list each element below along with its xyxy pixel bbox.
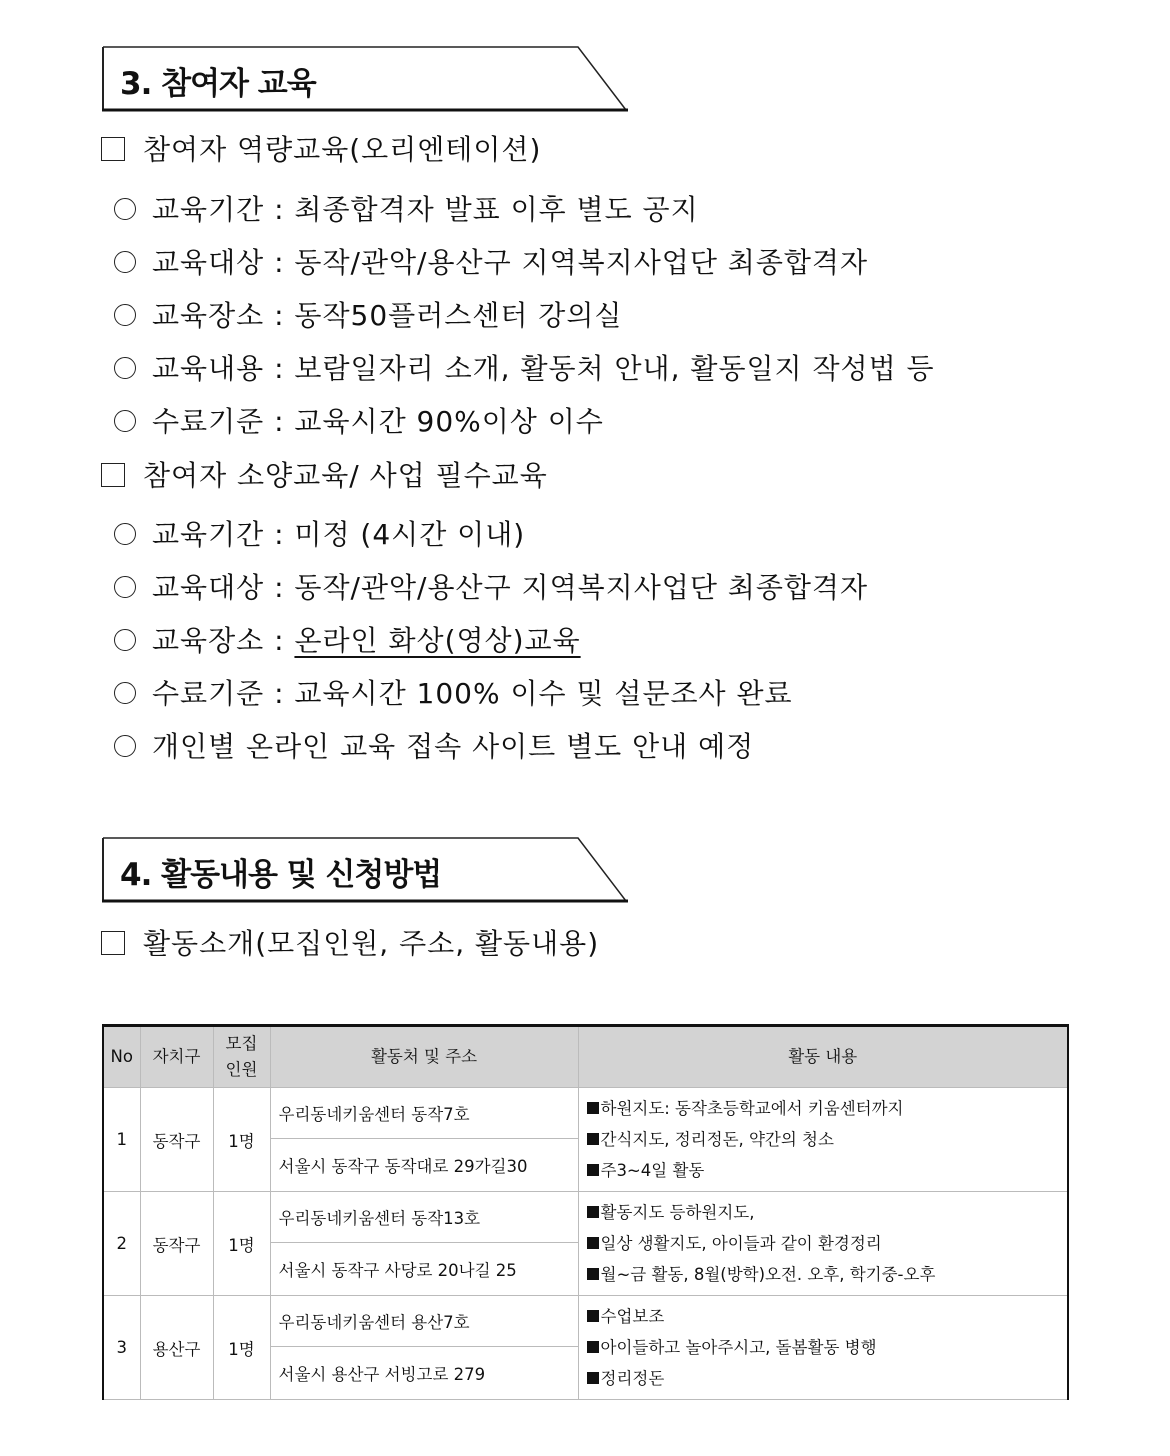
activity-table: [102, 1024, 1069, 1400]
cell-no: 2: [103, 1192, 140, 1296]
cell-district: 동작구: [140, 1088, 213, 1192]
section-title: 4. 활동내용 및 신청방법: [120, 857, 442, 893]
cell-no: 1: [103, 1088, 140, 1192]
item-text: 교육기간 : 최종합격자 발표 이후 별도 공지: [152, 193, 699, 226]
square-bullet-icon: [587, 1164, 599, 1176]
cell-place: 우리동네키움센터 용산7호: [270, 1296, 578, 1347]
item-text: 수료기준 : 교육시간 100% 이수 및 설문조사 완료: [152, 677, 793, 710]
content-text: 활동지도 등하원지도,: [600, 1203, 755, 1222]
circle-bullet-icon: [114, 735, 136, 757]
list-item: [114, 619, 581, 659]
checkbox-icon: [101, 137, 125, 161]
square-bullet-icon: [587, 1341, 599, 1353]
content-bullet: [587, 1259, 1060, 1290]
circle-bullet-icon: [114, 410, 136, 432]
underlined-place: 온라인 화상(영상)교육: [294, 624, 581, 657]
list-item: [114, 188, 699, 228]
content-text: 아이들하고 놀아주시고, 돌봄활동 병행: [600, 1338, 877, 1357]
cell-recruit: 1명: [213, 1296, 270, 1400]
list-item: [114, 241, 868, 281]
content-bullet: [587, 1332, 1060, 1363]
item-text: 교육장소 :: [152, 624, 295, 657]
item-text: 개인별 온라인 교육 접속 사이트 별도 안내 예정: [152, 730, 755, 763]
square-bullet-icon: [587, 1310, 599, 1322]
content-bullet: [587, 1093, 1060, 1124]
checkbox-icon: [101, 463, 125, 487]
section-3-header: [102, 46, 628, 112]
item-text: 교육대상 : 동작/관악/용산구 지역복지사업단 최종합격자: [152, 246, 869, 279]
circle-bullet-icon: [114, 576, 136, 598]
cell-place: 우리동네키움센터 동작13호: [270, 1192, 578, 1243]
checkbox-heading: [101, 454, 548, 494]
col-district: 자치구: [140, 1026, 213, 1088]
square-bullet-icon: [587, 1133, 599, 1145]
cell-no: 3: [103, 1296, 140, 1400]
content-bullet: [587, 1155, 1060, 1186]
col-no: No: [103, 1026, 140, 1088]
cell-address: 서울시 동작구 동작대로 29가길30: [270, 1139, 578, 1192]
section-title: 3. 참여자 교육: [120, 66, 316, 102]
checkbox-heading: [101, 128, 541, 168]
content-text: 간식지도, 정리정돈, 약간의 청소: [600, 1130, 834, 1149]
heading-text: 활동소개(모집인원, 주소, 활동내용): [143, 927, 600, 960]
list-item: [114, 672, 793, 712]
item-text: 교육대상 : 동작/관악/용산구 지역복지사업단 최종합격자: [152, 571, 869, 604]
content-text: 하원지도: 동작초등학교에서 키움센터까지: [600, 1099, 904, 1118]
square-bullet-icon: [587, 1372, 599, 1384]
list-item: [114, 566, 868, 606]
section-4-header: [102, 837, 628, 903]
list-item: [114, 400, 604, 440]
cell-content: [578, 1088, 1068, 1192]
col-place: 활동처 및 주소: [270, 1026, 578, 1088]
item-text: 교육내용 : 보람일자리 소개, 활동처 안내, 활동일지 작성법 등: [152, 352, 935, 385]
content-text: 정리정돈: [600, 1369, 665, 1388]
table-row: [103, 1192, 1068, 1243]
checkbox-heading: [101, 922, 599, 962]
content-text: 일상 생활지도, 아이들과 같이 환경정리: [600, 1234, 882, 1253]
table-header-row: [103, 1026, 1068, 1088]
item-text: 교육장소 : 동작50플러스센터 강의실: [152, 299, 623, 332]
cell-content: [578, 1192, 1068, 1296]
square-bullet-icon: [587, 1237, 599, 1249]
list-item: [114, 294, 622, 334]
content-text: 수업보조: [600, 1307, 665, 1326]
circle-bullet-icon: [114, 251, 136, 273]
list-item: [114, 347, 935, 387]
table-row: [103, 1296, 1068, 1347]
col-content: 활동 내용: [578, 1026, 1068, 1088]
cell-address: 서울시 동작구 사당로 20나길 25: [270, 1243, 578, 1296]
item-text: 교육기간 : 미정 (4시간 이내): [152, 518, 526, 551]
col-recruit: 모집 인원: [213, 1026, 270, 1088]
circle-bullet-icon: [114, 629, 136, 651]
square-bullet-icon: [587, 1102, 599, 1114]
list-item: [114, 513, 525, 553]
cell-district: 용산구: [140, 1296, 213, 1400]
list-item: [114, 725, 754, 765]
cell-district: 동작구: [140, 1192, 213, 1296]
heading-text: 참여자 역량교육(오리엔테이션): [143, 133, 542, 166]
square-bullet-icon: [587, 1206, 599, 1218]
content-text: 월~금 활동, 8월(방학)오전. 오후, 학기중-오후: [600, 1265, 936, 1284]
circle-bullet-icon: [114, 198, 136, 220]
table-row: [103, 1088, 1068, 1139]
content-bullet: [587, 1363, 1060, 1394]
checkbox-icon: [101, 931, 125, 955]
cell-recruit: 1명: [213, 1088, 270, 1192]
heading-text: 참여자 소양교육/ 사업 필수교육: [143, 459, 548, 492]
square-bullet-icon: [587, 1268, 599, 1280]
circle-bullet-icon: [114, 304, 136, 326]
cell-address: 서울시 용산구 서빙고로 279: [270, 1347, 578, 1400]
cell-place: 우리동네키움센터 동작7호: [270, 1088, 578, 1139]
content-bullet: [587, 1197, 1060, 1228]
cell-recruit: 1명: [213, 1192, 270, 1296]
content-text: 주3~4일 활동: [600, 1161, 705, 1180]
content-bullet: [587, 1301, 1060, 1332]
item-text: 수료기준 : 교육시간 90%이상 이수: [152, 405, 604, 438]
circle-bullet-icon: [114, 357, 136, 379]
circle-bullet-icon: [114, 682, 136, 704]
content-bullet: [587, 1124, 1060, 1155]
circle-bullet-icon: [114, 523, 136, 545]
cell-content: [578, 1296, 1068, 1400]
content-bullet: [587, 1228, 1060, 1259]
